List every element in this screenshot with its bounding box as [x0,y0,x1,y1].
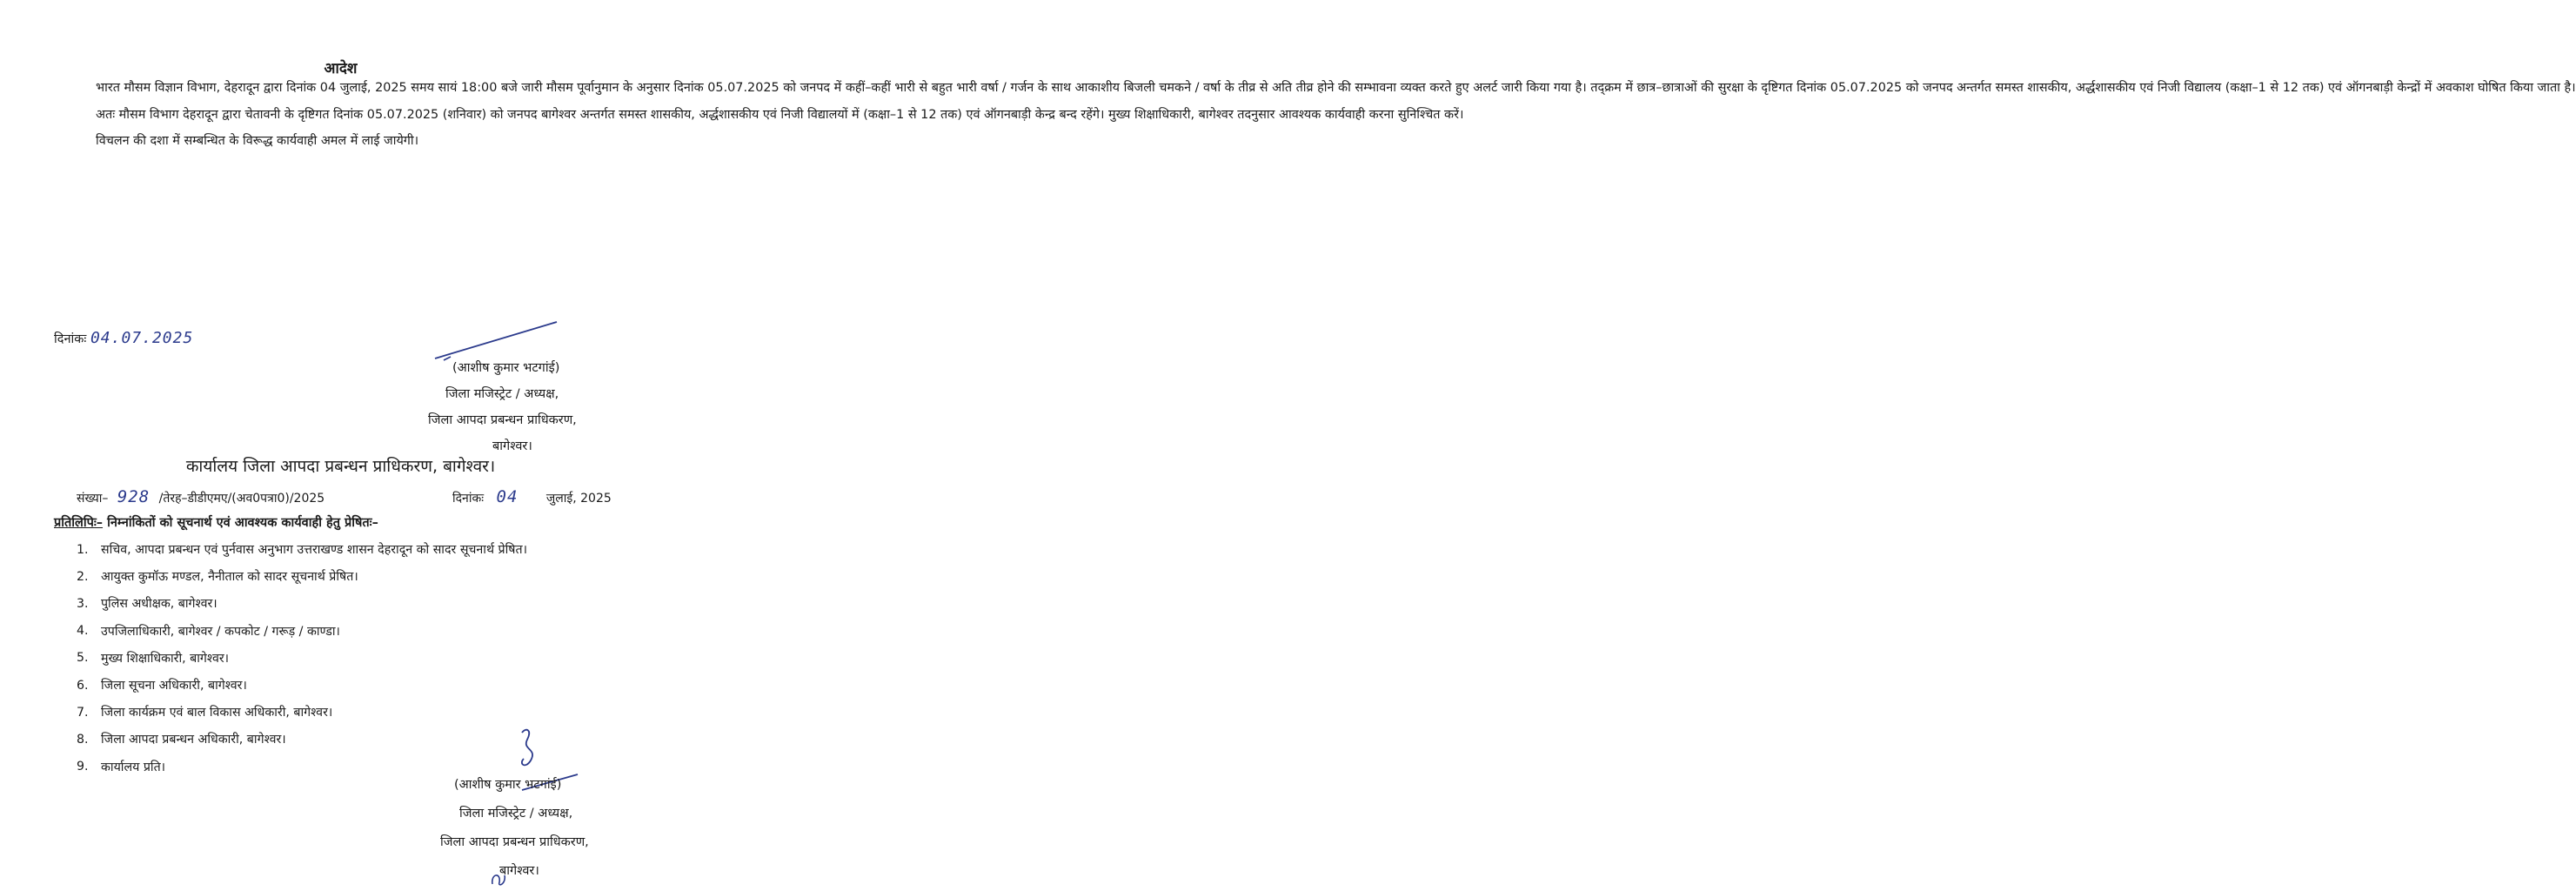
office-heading: कार्यालय जिला आपदा प्रबन्धन प्राधिकरण, बागेश्वर। [185,457,496,476]
recipient-number: 4. [77,624,89,639]
reference-number-label: संख्या– [77,492,109,506]
recipient-list [77,536,527,780]
recipient-number: 7. [77,705,89,720]
recipient-item [77,590,527,617]
reference-number-handwritten: 928 [117,487,151,506]
signatory-name-2: (आशीष कुमार भटगांई) [454,778,562,792]
signatory-authority-2: जिला आपदा प्रबन्धन प्राधिकरण, [440,835,589,849]
signatory-place-2: बागेश्वर। [499,864,539,878]
order-paragraph-1: भारत मौसम विज्ञान विभाग, देहरादून द्वारा दिनांक 04 जुलाई, 2025 समय सायं 18:00 बजे जारी मौसम पूर्वानुमान के अनुसार दिनांक 05.07.2025 को जनपद में कहीं–कहीं भारी से बहुत भारी वर्षा / गर्जन के साथ आकाशीय बिजली चमकने / वर्षा के तीव्र से अति तीव्र होने की सम्भावना व्यक्त करते हुए अलर्ट जारी किया गया है। तद्क्रम में छात्र–छात्राओं की सुरक्षा के दृष्टिगत दिनांक 05.07.2025 को जनपद अन्तर्गत समस्त शासकीय, अर्द्धशासकीय एवं निजी विद्यालय (कक्षा–1 से 12 तक) एवं ऑगनबाड़ी केन्द्रों में अवकाश घोषित किया जाता है। [96,81,2576,95]
recipient-text: मुख्य शिक्षाधिकारी, बागेश्वर। [101,651,230,666]
recipient-item [77,645,527,672]
recipient-item [77,563,527,590]
signatory-name-1: (आशीष कुमार भटगांई) [452,361,560,375]
recipient-number: 3. [77,596,89,611]
initial-mark [487,867,513,889]
order-paragraph-2: अतः मौसम विभाग देहरादून द्वारा चेतावनी के दृष्टिगत दिनांक 05.07.2025 (शनिवार) को जनपद बागेश्वर अन्तर्गत समस्त शासकीय, अर्द्धशासकीय एवं निजी विद्यालयों में (कक्षा–1 से 12 तक) एवं ऑगनबाड़ी केन्द्र बन्द रहेंगे। मुख्य शिक्षाधिकारी, बागेश्वर तदनुसार आवश्यक कार्यवाही करना सुनिश्चित करें। [96,107,1464,122]
recipient-number: 2. [77,569,89,584]
recipient-item [77,536,527,563]
reference-date-label: दिनांकः [452,492,485,506]
recipient-number: 6. [77,678,89,693]
recipient-item [77,672,527,699]
recipient-number: 5. [77,651,89,666]
signatory-designation-1: जिला मजिस्ट्रेट / अध्यक्ष, [445,387,559,401]
recipient-number: 9. [77,760,89,774]
reference-code: /तेरह–डीडीएमए/(अव0पत्रा0)/2025 [158,492,325,506]
copy-to-heading [54,513,378,531]
reference-date-rest: जुलाई, 2025 [545,492,612,506]
recipient-item [77,726,527,753]
reference-number [77,487,325,506]
order-title: आदेश [324,60,358,77]
copy-to-label: प्रतिलिपिः– [54,516,104,530]
order-body [54,75,2576,155]
order-date-label: दिनांकः [54,332,87,346]
signatory-authority-1: जिला आपदा प्रबन्धन प्राधिकरण, [428,413,577,427]
recipient-text: आयुक्त कुमॉऊ मण्डल, नैनीताल को सादर सूचनार्थ प्रेषित। [101,570,358,585]
recipient-text: उपजिलाधिकारी, बागेश्वर / कपकोट / गरूड़ / काण्डा। [101,624,340,639]
recipient-text: जिला कार्यक्रम एवं बाल विकास अधिकारी, बागेश्वर। [101,706,333,720]
reference-date-day-handwritten: 04 [496,487,519,506]
order-paragraph-3: विचलन की दशा में सम्बन्धित के विरूद्ध कार्यवाही अमल में लाई जायेगी। [96,134,419,149]
recipient-text: जिला आपदा प्रबन्धन अधिकारी, बागेश्वर। [101,733,286,747]
recipient-item [77,618,527,645]
recipient-text: पुलिस अधीक्षक, बागेश्वर। [101,597,217,612]
recipient-text: जिला सूचना अधिकारी, बागेश्वर। [101,679,247,693]
recipient-item [77,699,527,726]
recipient-text: सचिव, आपदा प्रबन्धन एवं पुर्नवास अनुभाग उत्तराखण्ड शासन देहरादून को सादर सूचनार्थ प्रेषित। [101,543,527,558]
signature-block-1 [428,355,577,459]
signature-block-2 [440,771,589,886]
recipient-text: कार्यालय प्रति। [101,760,166,774]
recipient-number: 1. [77,542,89,557]
copy-to-subheading: निम्नांकितों को सूचनार्थ एवं आवश्यक कार्यवाही हेतु प्रेषितः– [107,516,378,530]
reference-date [452,487,612,506]
order-date [54,329,193,347]
recipient-number: 8. [77,732,89,747]
signatory-place-1: बागेश्वर। [492,439,532,453]
order-date-handwritten: 04.07.2025 [90,329,194,347]
signatory-designation-2: जिला मजिस्ट्रेट / अध्यक्ष, [459,807,573,821]
